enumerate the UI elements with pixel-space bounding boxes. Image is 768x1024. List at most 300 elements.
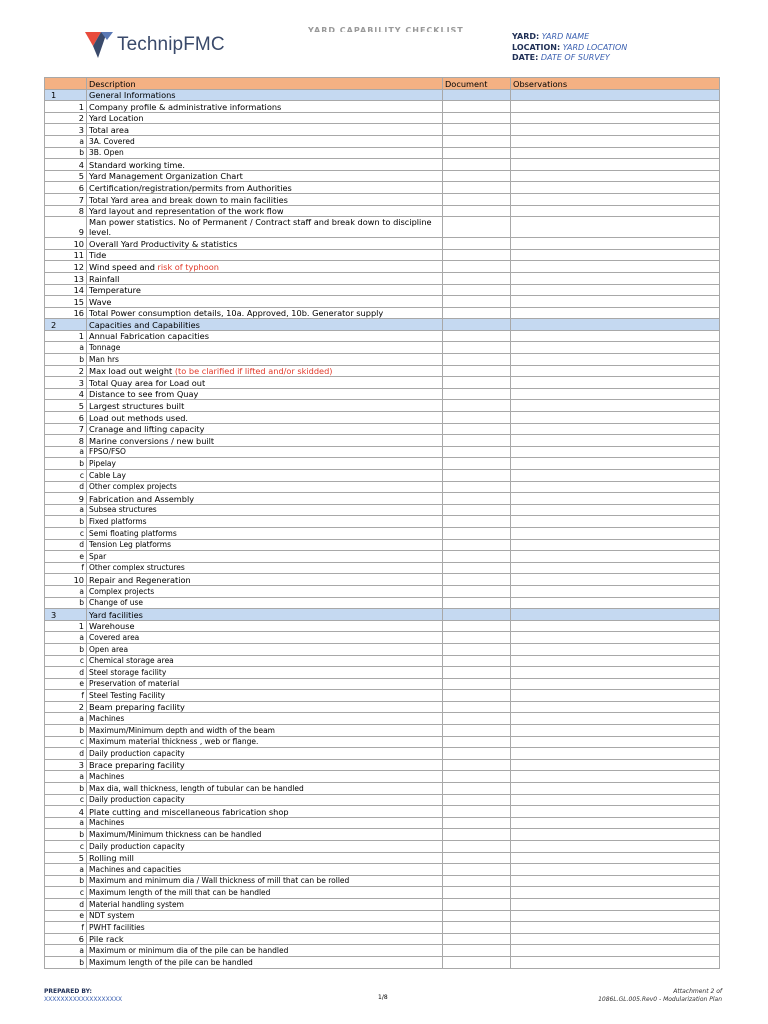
- sub-item-row: [45, 783, 720, 795]
- item-number: b: [45, 516, 87, 528]
- item-number: 3: [45, 377, 87, 389]
- observations-cell[interactable]: [511, 342, 720, 354]
- item-description: Fixed platforms: [87, 516, 443, 528]
- table-row: [45, 249, 720, 261]
- observations-cell[interactable]: [511, 481, 720, 493]
- document-cell[interactable]: [443, 562, 511, 574]
- item-description: Maximum/Minimum depth and width of the beam: [87, 725, 443, 737]
- observations-cell[interactable]: [511, 193, 720, 205]
- observations-cell[interactable]: [511, 124, 720, 136]
- document-cell[interactable]: [443, 205, 511, 217]
- observations-cell[interactable]: [511, 794, 720, 806]
- observations-cell[interactable]: [511, 354, 720, 366]
- item-description: Daily production capacity: [87, 794, 443, 806]
- observations-cell[interactable]: [511, 725, 720, 737]
- document-cell[interactable]: [443, 771, 511, 783]
- observations-cell[interactable]: [511, 400, 720, 412]
- document-cell[interactable]: [443, 470, 511, 482]
- item-number: 16: [45, 307, 87, 319]
- observations-cell[interactable]: [511, 217, 720, 238]
- observations-cell[interactable]: [511, 829, 720, 841]
- table-row: [45, 574, 720, 586]
- item-description: Company profile & administrative informations: [87, 101, 443, 113]
- document-cell[interactable]: [443, 701, 511, 713]
- item-description: Standard working time.: [87, 159, 443, 171]
- item-number: 4: [45, 159, 87, 171]
- document-cell[interactable]: [443, 170, 511, 182]
- item-number: 6: [45, 182, 87, 194]
- sub-item-row: [45, 470, 720, 482]
- sub-item-row: [45, 690, 720, 702]
- observations-cell[interactable]: [511, 89, 720, 101]
- observations-cell[interactable]: [511, 806, 720, 818]
- document-cell[interactable]: [443, 182, 511, 194]
- document-cell[interactable]: [443, 147, 511, 159]
- document-cell[interactable]: [443, 261, 511, 273]
- item-number: e: [45, 910, 87, 922]
- item-description: Wave: [87, 296, 443, 308]
- document-cell[interactable]: [443, 458, 511, 470]
- document-cell[interactable]: [443, 330, 511, 342]
- item-number: c: [45, 794, 87, 806]
- observations-cell[interactable]: [511, 875, 720, 887]
- item-description: Cable Lay: [87, 470, 443, 482]
- observations-cell[interactable]: [511, 864, 720, 876]
- table-row: [45, 365, 720, 377]
- document-cell[interactable]: [443, 272, 511, 284]
- document-cell[interactable]: [443, 841, 511, 853]
- document-cell[interactable]: [443, 551, 511, 563]
- observations-cell[interactable]: [511, 159, 720, 171]
- item-number: f: [45, 690, 87, 702]
- item-number: 6: [45, 933, 87, 945]
- sub-item-row: [45, 527, 720, 539]
- document-cell[interactable]: [443, 922, 511, 934]
- document-cell[interactable]: [443, 725, 511, 737]
- observations-cell[interactable]: [511, 435, 720, 447]
- document-cell[interactable]: [443, 377, 511, 389]
- observations-cell[interactable]: [511, 759, 720, 771]
- document-cell[interactable]: [443, 354, 511, 366]
- sub-item-row: [45, 551, 720, 563]
- item-description: Maximum/Minimum thickness can be handled: [87, 829, 443, 841]
- sub-item-row: [45, 748, 720, 760]
- document-cell[interactable]: [443, 412, 511, 424]
- observations-cell[interactable]: [511, 182, 720, 194]
- item-number: a: [45, 713, 87, 725]
- document-cell[interactable]: [443, 632, 511, 644]
- observations-cell[interactable]: [511, 771, 720, 783]
- document-cell[interactable]: [443, 124, 511, 136]
- item-description: Wind speed and risk of typhoon: [87, 261, 443, 273]
- sub-item-row: [45, 481, 720, 493]
- sub-item-row: [45, 562, 720, 574]
- observations-cell[interactable]: [511, 319, 720, 331]
- document-cell[interactable]: [443, 516, 511, 528]
- observations-cell[interactable]: [511, 412, 720, 424]
- table-row: [45, 933, 720, 945]
- observations-cell[interactable]: [511, 783, 720, 795]
- table-row: [45, 330, 720, 342]
- item-description: Other complex structures: [87, 562, 443, 574]
- document-cell[interactable]: [443, 585, 511, 597]
- item-number: d: [45, 667, 87, 679]
- sub-item-row: [45, 504, 720, 516]
- footer-reference: [598, 988, 722, 1004]
- item-number: a: [45, 342, 87, 354]
- item-description: Man power statistics. No of Permanent / Contract staff and break down to discipline level.: [87, 217, 443, 238]
- item-description: Pile rack: [87, 933, 443, 945]
- document-cell[interactable]: [443, 678, 511, 690]
- item-description: Subsea structures: [87, 504, 443, 516]
- sub-item-row: [45, 887, 720, 899]
- sub-item-row: [45, 898, 720, 910]
- document-cell[interactable]: [443, 101, 511, 113]
- table-row: [45, 412, 720, 424]
- item-number: 2: [45, 112, 87, 124]
- sub-item-row: [45, 585, 720, 597]
- table-row: [45, 238, 720, 250]
- sub-item-row: [45, 667, 720, 679]
- observations-cell[interactable]: [511, 736, 720, 748]
- document-cell[interactable]: [443, 342, 511, 354]
- item-description: Yard Location: [87, 112, 443, 124]
- table-row: [45, 284, 720, 296]
- item-number: 2: [45, 365, 87, 377]
- table-row: [45, 806, 720, 818]
- item-number: a: [45, 446, 87, 458]
- item-description: PWHT facilities: [87, 922, 443, 934]
- item-number: b: [45, 147, 87, 159]
- observations-cell[interactable]: [511, 713, 720, 725]
- item-description: Steel storage facility: [87, 667, 443, 679]
- document-cell[interactable]: [443, 504, 511, 516]
- sub-item-row: [45, 945, 720, 957]
- header-number: [45, 78, 87, 90]
- observations-cell[interactable]: [511, 956, 720, 968]
- item-number: 1: [45, 101, 87, 113]
- item-description: Machines: [87, 817, 443, 829]
- header-document: Document: [443, 78, 511, 90]
- item-description: Maximum or minimum dia of the pile can be handled: [87, 945, 443, 957]
- observations-cell[interactable]: [511, 170, 720, 182]
- item-description: Overall Yard Productivity & statistics: [87, 238, 443, 250]
- observations-cell[interactable]: [511, 910, 720, 922]
- item-number: 2: [45, 319, 87, 331]
- table-row: [45, 852, 720, 864]
- document-cell[interactable]: [443, 690, 511, 702]
- sub-item-row: [45, 458, 720, 470]
- item-number: f: [45, 562, 87, 574]
- document-cell[interactable]: [443, 446, 511, 458]
- item-number: 13: [45, 272, 87, 284]
- sub-item-row: [45, 597, 720, 609]
- document-cell[interactable]: [443, 296, 511, 308]
- observations-cell[interactable]: [511, 933, 720, 945]
- document-cell[interactable]: [443, 89, 511, 101]
- item-number: d: [45, 481, 87, 493]
- table-row: [45, 435, 720, 447]
- item-description: Covered area: [87, 632, 443, 644]
- item-number: b: [45, 354, 87, 366]
- item-description: Man hrs: [87, 354, 443, 366]
- observations-cell[interactable]: [511, 377, 720, 389]
- observations-cell[interactable]: [511, 205, 720, 217]
- observations-cell[interactable]: [511, 632, 720, 644]
- item-description: Yard facilities: [87, 609, 443, 621]
- document-cell[interactable]: [443, 238, 511, 250]
- observations-cell[interactable]: [511, 388, 720, 400]
- item-number: a: [45, 135, 87, 147]
- item-description: 3B. Open: [87, 147, 443, 159]
- document-cell[interactable]: [443, 829, 511, 841]
- item-description: Certification/registration/permits from Authorities: [87, 182, 443, 194]
- observations-cell[interactable]: [511, 643, 720, 655]
- footer-prepared: [44, 988, 122, 1004]
- observations-cell[interactable]: [511, 238, 720, 250]
- observations-cell[interactable]: [511, 307, 720, 319]
- item-description: Maximum and minimum dia / Wall thickness of mill that can be rolled: [87, 875, 443, 887]
- observations-cell[interactable]: [511, 922, 720, 934]
- document-reference: 1086L.GL.005.Rev0 - Modularization Plan: [598, 996, 722, 1003]
- observations-cell[interactable]: [511, 887, 720, 899]
- meta-location: LOCATION: YARD LOCATION: [512, 42, 628, 52]
- item-description: Machines and capacities: [87, 864, 443, 876]
- document-cell[interactable]: [443, 400, 511, 412]
- document-cell[interactable]: [443, 667, 511, 679]
- sub-item-row: [45, 643, 720, 655]
- observations-cell[interactable]: [511, 562, 720, 574]
- section-row: [45, 89, 720, 101]
- observations-cell[interactable]: [511, 135, 720, 147]
- item-description: Distance to see from Quay: [87, 388, 443, 400]
- observations-cell[interactable]: [511, 597, 720, 609]
- item-description: Tonnage: [87, 342, 443, 354]
- item-description: Maximum length of the pile can be handled: [87, 956, 443, 968]
- item-number: c: [45, 655, 87, 667]
- item-number: b: [45, 597, 87, 609]
- document-cell[interactable]: [443, 817, 511, 829]
- table-row: [45, 272, 720, 284]
- observations-cell[interactable]: [511, 609, 720, 621]
- sub-item-row: [45, 342, 720, 354]
- observations-cell[interactable]: [511, 504, 720, 516]
- document-cell[interactable]: [443, 159, 511, 171]
- table-row: [45, 205, 720, 217]
- sub-item-row: [45, 655, 720, 667]
- observations-cell[interactable]: [511, 690, 720, 702]
- item-number: 12: [45, 261, 87, 273]
- meta-date: DATE: DATE OF SURVEY: [512, 53, 610, 62]
- item-description: Temperature: [87, 284, 443, 296]
- observations-cell[interactable]: [511, 423, 720, 435]
- highlighted-note: (to be clarified if lifted and/or skidded): [174, 366, 333, 377]
- document-cell[interactable]: [443, 597, 511, 609]
- observations-cell[interactable]: [511, 667, 720, 679]
- item-number: b: [45, 725, 87, 737]
- observations-cell[interactable]: [511, 458, 720, 470]
- document-cell[interactable]: [443, 748, 511, 760]
- item-description: Tension Leg platforms: [87, 539, 443, 551]
- observations-cell[interactable]: [511, 516, 720, 528]
- document-cell[interactable]: [443, 887, 511, 899]
- item-description: Rolling mill: [87, 852, 443, 864]
- item-number: a: [45, 817, 87, 829]
- observations-cell[interactable]: [511, 678, 720, 690]
- item-number: b: [45, 875, 87, 887]
- document-cell[interactable]: [443, 388, 511, 400]
- observations-cell[interactable]: [511, 945, 720, 957]
- document-cell[interactable]: [443, 759, 511, 771]
- item-description: Fabrication and Assembly: [87, 493, 443, 505]
- document-cell[interactable]: [443, 112, 511, 124]
- observations-cell[interactable]: [511, 365, 720, 377]
- document-cell[interactable]: [443, 945, 511, 957]
- page-header: [0, 0, 768, 78]
- observations-cell[interactable]: [511, 748, 720, 760]
- document-cell[interactable]: [443, 527, 511, 539]
- observations-cell[interactable]: [511, 101, 720, 113]
- item-number: e: [45, 551, 87, 563]
- item-description: General Informations: [87, 89, 443, 101]
- observations-cell[interactable]: [511, 272, 720, 284]
- document-title: YARD CAPABILITY CHECKLIST: [308, 26, 464, 32]
- item-description: Plate cutting and miscellaneous fabrication shop: [87, 806, 443, 818]
- item-number: a: [45, 504, 87, 516]
- sub-item-row: [45, 864, 720, 876]
- item-number: 15: [45, 296, 87, 308]
- item-number: 1: [45, 330, 87, 342]
- document-cell[interactable]: [443, 655, 511, 667]
- page-number: 1/8: [378, 994, 388, 1001]
- document-cell[interactable]: [443, 493, 511, 505]
- sub-item-row: [45, 632, 720, 644]
- observations-cell[interactable]: [511, 112, 720, 124]
- item-number: a: [45, 632, 87, 644]
- item-description: Warehouse: [87, 620, 443, 632]
- document-cell[interactable]: [443, 574, 511, 586]
- observations-cell[interactable]: [511, 249, 720, 261]
- document-cell[interactable]: [443, 864, 511, 876]
- document-cell[interactable]: [443, 806, 511, 818]
- document-cell[interactable]: [443, 875, 511, 887]
- document-cell[interactable]: [443, 852, 511, 864]
- item-description: NDT system: [87, 910, 443, 922]
- item-number: 1: [45, 620, 87, 632]
- document-cell[interactable]: [443, 193, 511, 205]
- document-cell[interactable]: [443, 307, 511, 319]
- document-cell[interactable]: [443, 435, 511, 447]
- document-cell[interactable]: [443, 249, 511, 261]
- observations-cell[interactable]: [511, 852, 720, 864]
- item-description: Repair and Regeneration: [87, 574, 443, 586]
- item-description: Material handling system: [87, 898, 443, 910]
- document-cell[interactable]: [443, 620, 511, 632]
- document-cell[interactable]: [443, 713, 511, 725]
- item-number: a: [45, 771, 87, 783]
- item-description: Spar: [87, 551, 443, 563]
- observations-cell[interactable]: [511, 284, 720, 296]
- document-cell[interactable]: [443, 217, 511, 238]
- observations-cell[interactable]: [511, 446, 720, 458]
- item-description: Total Power consumption details, 10a. Approved, 10b. Generator supply: [87, 307, 443, 319]
- observations-cell[interactable]: [511, 620, 720, 632]
- document-cell[interactable]: [443, 284, 511, 296]
- header-observations: Observations: [511, 78, 720, 90]
- document-cell[interactable]: [443, 365, 511, 377]
- meta-yard: YARD: YARD NAME: [512, 32, 590, 41]
- document-cell[interactable]: [443, 609, 511, 621]
- observations-cell[interactable]: [511, 701, 720, 713]
- item-description: Yard layout and representation of the work flow: [87, 205, 443, 217]
- item-number: a: [45, 945, 87, 957]
- table-body: [45, 89, 720, 968]
- document-cell[interactable]: [443, 481, 511, 493]
- item-description: FPSO/FSO: [87, 446, 443, 458]
- item-number: 3: [45, 759, 87, 771]
- item-description: Rainfall: [87, 272, 443, 284]
- document-cell[interactable]: [443, 898, 511, 910]
- observations-cell[interactable]: [511, 585, 720, 597]
- observations-cell[interactable]: [511, 841, 720, 853]
- item-number: b: [45, 956, 87, 968]
- observations-cell[interactable]: [511, 898, 720, 910]
- document-cell[interactable]: [443, 910, 511, 922]
- observations-cell[interactable]: [511, 817, 720, 829]
- item-number: b: [45, 458, 87, 470]
- document-cell[interactable]: [443, 643, 511, 655]
- item-number: f: [45, 922, 87, 934]
- item-number: c: [45, 841, 87, 853]
- observations-cell[interactable]: [511, 574, 720, 586]
- document-cell[interactable]: [443, 319, 511, 331]
- document-cell[interactable]: [443, 135, 511, 147]
- item-description: Maximum material thickness , web or flange.: [87, 736, 443, 748]
- observations-cell[interactable]: [511, 493, 720, 505]
- observations-cell[interactable]: [511, 527, 720, 539]
- item-number: 2: [45, 701, 87, 713]
- document-cell[interactable]: [443, 933, 511, 945]
- document-cell[interactable]: [443, 956, 511, 968]
- observations-cell[interactable]: [511, 470, 720, 482]
- item-description: 3A. Covered: [87, 135, 443, 147]
- item-number: 8: [45, 205, 87, 217]
- observations-cell[interactable]: [511, 539, 720, 551]
- observations-cell[interactable]: [511, 261, 720, 273]
- item-number: b: [45, 643, 87, 655]
- item-description: Total Quay area for Load out: [87, 377, 443, 389]
- item-description: Machines: [87, 771, 443, 783]
- item-description: Total area: [87, 124, 443, 136]
- observations-cell[interactable]: [511, 655, 720, 667]
- item-number: 7: [45, 423, 87, 435]
- document-cell[interactable]: [443, 539, 511, 551]
- document-cell[interactable]: [443, 423, 511, 435]
- item-description: Marine conversions / new built: [87, 435, 443, 447]
- item-number: e: [45, 678, 87, 690]
- document-cell[interactable]: [443, 794, 511, 806]
- table-row: [45, 159, 720, 171]
- document-cell[interactable]: [443, 783, 511, 795]
- item-description: Largest structures built: [87, 400, 443, 412]
- item-description: Maximum length of the mill that can be handled: [87, 887, 443, 899]
- observations-cell[interactable]: [511, 147, 720, 159]
- document-cell[interactable]: [443, 736, 511, 748]
- observations-cell[interactable]: [511, 551, 720, 563]
- observations-cell[interactable]: [511, 296, 720, 308]
- observations-cell[interactable]: [511, 330, 720, 342]
- sub-item-row: [45, 725, 720, 737]
